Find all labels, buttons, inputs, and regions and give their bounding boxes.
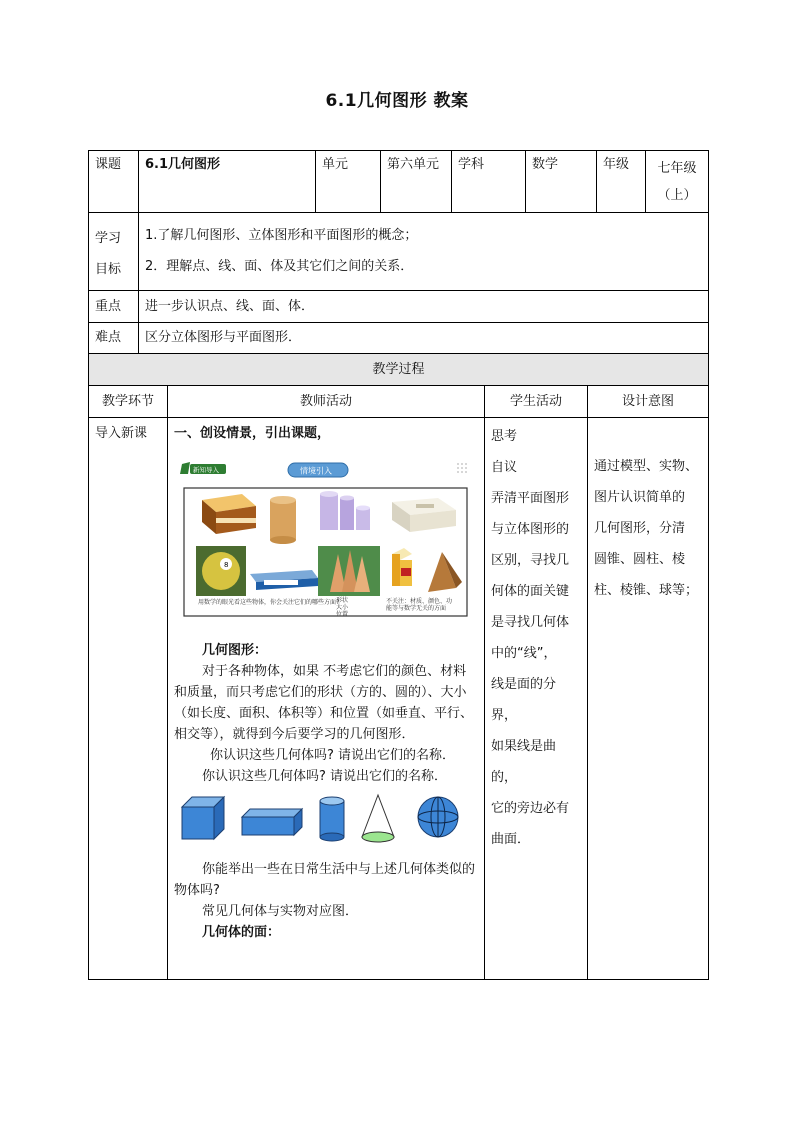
subject-label: 学科	[452, 151, 526, 213]
intro-badge: 新知导入	[193, 466, 219, 474]
goal-label-line-2: 目标	[95, 262, 122, 277]
student-line: 区别，寻找几	[491, 553, 570, 568]
question-3: 你能举出一些在日常生活中与上述几何体类似的物体吗?	[174, 862, 476, 898]
goal-content	[139, 213, 709, 291]
sphere-icon	[418, 797, 458, 837]
process-table	[88, 353, 709, 980]
student-line: 思考	[491, 429, 518, 444]
goal-2: 2．理解点、线、面、体及其它们之间的关系．	[145, 259, 414, 274]
difficulty-value: 区分立体图形与平面图形．	[139, 323, 709, 354]
design-line: 几何图形，分清	[594, 521, 686, 536]
intro-image	[180, 458, 472, 630]
common-text: 常见几何体与实物对应图．	[202, 904, 359, 919]
page-title: 6.1几何图形 教案	[325, 91, 469, 111]
goal-label-line-1: 学习	[95, 231, 122, 246]
design-line: 通过模型、实物、	[594, 459, 699, 474]
caption-mid-3: 位置	[336, 611, 349, 618]
geo-text: 对于各种物体，如果 不考虑它们的颜色、材料和质量，而只考虑它们的形状（方的、圆的）、大小（如长度、面积、体积等）和位置（如垂直、平行、相交等），就得到今后要学习的几何图形．	[174, 664, 474, 742]
svg-text:8: 8	[224, 561, 229, 569]
difficulty-label: 难点	[89, 323, 139, 354]
student-line: 何体的面关键	[491, 584, 570, 599]
grade-value	[646, 151, 709, 213]
info-table	[88, 150, 709, 354]
student-activity	[491, 421, 581, 855]
unit-value: 第六单元	[381, 151, 452, 213]
geo-heading: 几何图形：	[202, 643, 268, 658]
caption-left: 用数学的眼光看这些物体，你会关注它们的哪些方面?	[198, 599, 340, 606]
photo-milk-carton-icon	[392, 548, 412, 586]
student-line: 曲面．	[491, 832, 531, 847]
student-line: 弄清平面图形	[491, 491, 570, 506]
key-label: 重点	[89, 291, 139, 323]
face-heading: 几何体的面：	[202, 925, 281, 940]
design-line: 柱、棱锥、球等；	[594, 583, 699, 598]
grade-value-line-1: 七年级	[657, 161, 697, 176]
info-row-goals	[89, 213, 709, 291]
grade-label: 年级	[597, 151, 646, 213]
student-line: 中的“线”，	[491, 646, 557, 661]
info-row-course	[89, 151, 709, 213]
photo-billiard-ball-icon	[196, 546, 246, 596]
question-2: 你认识这些几何体吗? 请说出它们的名称．	[202, 769, 448, 784]
intro-banner: 情境引入	[300, 466, 332, 476]
course-value: 6.1几何图形	[139, 151, 316, 213]
goal-label	[89, 213, 139, 291]
photo-cones-icon	[318, 546, 380, 596]
design-line: 圆锥、圆柱、棱	[594, 552, 686, 567]
student-cell	[485, 418, 588, 980]
cylinder-icon	[320, 797, 344, 841]
course-label: 课题	[89, 151, 139, 213]
design-intent	[594, 451, 702, 606]
question-1: 你认识这些几何体吗? 请说出它们的名称．	[210, 748, 456, 763]
solids-figure	[176, 793, 476, 855]
student-line: 自议	[491, 460, 518, 475]
process-column-row	[89, 386, 709, 418]
cube-icon	[182, 797, 224, 839]
cone-icon	[362, 795, 394, 842]
caption-right-1: 不关注：材质、颜色、功	[386, 598, 453, 605]
student-line: 与立体图形的	[491, 522, 570, 537]
grade-value-line-2: （上）	[657, 188, 697, 203]
caption-right-2: 能等与数学无关的方面	[386, 605, 447, 612]
cuboid-icon	[242, 809, 302, 835]
photo-cake-icon	[202, 494, 256, 534]
goal-1: 1.了解几何图形、立体图形和平面图形的概念；	[145, 228, 418, 243]
process-header: 教学过程	[89, 354, 709, 386]
design-cell	[588, 418, 709, 980]
col-student: 学生活动	[485, 386, 588, 418]
col-stage: 教学环节	[89, 386, 168, 418]
student-line: 是寻找几何体	[491, 615, 570, 630]
intro-slide-svg	[180, 458, 472, 630]
subject-value: 数学	[526, 151, 597, 213]
info-row-difficulty	[89, 323, 709, 354]
student-line: 它的旁边必有	[491, 801, 570, 816]
student-line: 如果线是曲的，	[491, 739, 557, 785]
caption-mid-1: 形状	[336, 597, 349, 604]
info-row-key	[89, 291, 709, 323]
process-header-row	[89, 354, 709, 386]
col-design: 设计意图	[588, 386, 709, 418]
col-teacher: 教师活动	[168, 386, 485, 418]
caption-mid-2: 大小	[336, 604, 349, 611]
process-row-intro	[89, 418, 709, 980]
stage-cell: 导入新课	[89, 418, 168, 980]
design-line: 图片认识简单的	[594, 490, 686, 505]
photo-wood-cylinder-icon	[270, 496, 296, 544]
teacher-cell	[168, 418, 485, 980]
section-heading: 一、创设情景，引出课题，	[174, 426, 331, 441]
student-line: 线是面的分界，	[491, 677, 557, 723]
key-value: 进一步认识点、线、面、体．	[139, 291, 709, 323]
unit-label: 单元	[316, 151, 381, 213]
